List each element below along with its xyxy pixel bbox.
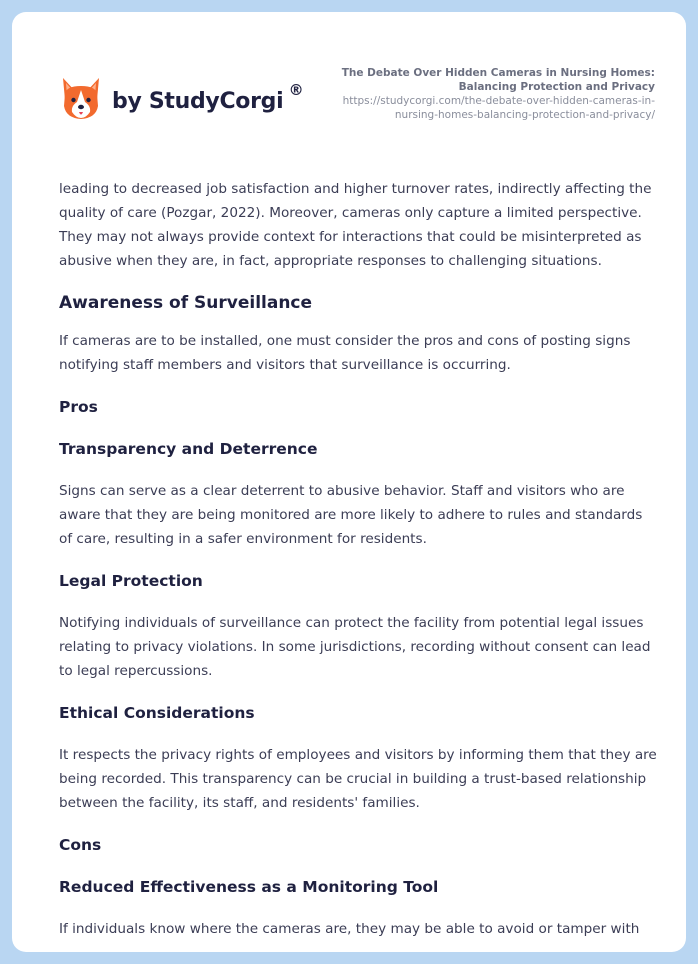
brand-name: by StudyCorgi ® [112,80,304,114]
reduced-effectiveness-paragraph: If individuals know where the cameras are, they may be able to avoid or tamper with [59,921,640,937]
awareness-heading: Awareness of Surveillance [59,293,313,313]
pros-heading: Pros [59,398,98,416]
legal-heading: Legal Protection [59,572,203,590]
document-meta [305,66,655,122]
corgi-logo-icon [60,76,102,122]
document-url-line-1[interactable]: https://studycorgi.com/the-debate-over-hidden-cameras-in- [342,95,655,107]
registered-mark: ® [288,80,304,99]
document-url-line-2[interactable]: nursing-homes-balancing-protection-and-privacy/ [394,109,655,121]
document-title-line-2: Balancing Protection and Privacy [458,81,655,93]
ethical-paragraph: It respects the privacy rights of employees and visitors by informing them that they are being recorded. This transparency can be crucial in building a trust-based relationship between the facility, its staff, and residents' families. [59,747,657,811]
awareness-paragraph: If cameras are to be installed, one must consider the pros and cons of posting signs notifying staff members and visitors that surveillance is occurring. [59,333,631,373]
transparency-paragraph: Signs can serve as a clear deterrent to abusive behavior. Staff and visitors who are aware that they are being monitored are more likely to adhere to rules and standards of care, resulting in a safer environment for residents. [59,483,643,547]
page-header [12,12,686,162]
reduced-effectiveness-heading: Reduced Effectiveness as a Monitoring Tool [59,878,439,896]
legal-paragraph: Notifying individuals of surveillance can protect the facility from potential legal issues relating to privacy violations. In some jurisdictions, recording without consent can lead to legal repercussions. [59,615,651,679]
article-body [59,177,659,952]
cons-heading: Cons [59,836,102,854]
intro-paragraph: leading to decreased job satisfaction and higher turnover rates, indirectly affecting the quality of care (Pozgar, 2022). Moreover, cameras only capture a limited perspective. They may not always provide context for interactions that could be misinterpreted as abusive when they are, in fact, appropriate responses to challenging situations. [59,181,652,269]
studycorgi-logo[interactable] [60,76,304,122]
document-page [12,12,686,952]
ethical-heading: Ethical Considerations [59,704,255,722]
document-title-line-1: The Debate Over Hidden Cameras in Nursing Homes: [341,67,655,79]
transparency-heading: Transparency and Deterrence [59,440,318,458]
